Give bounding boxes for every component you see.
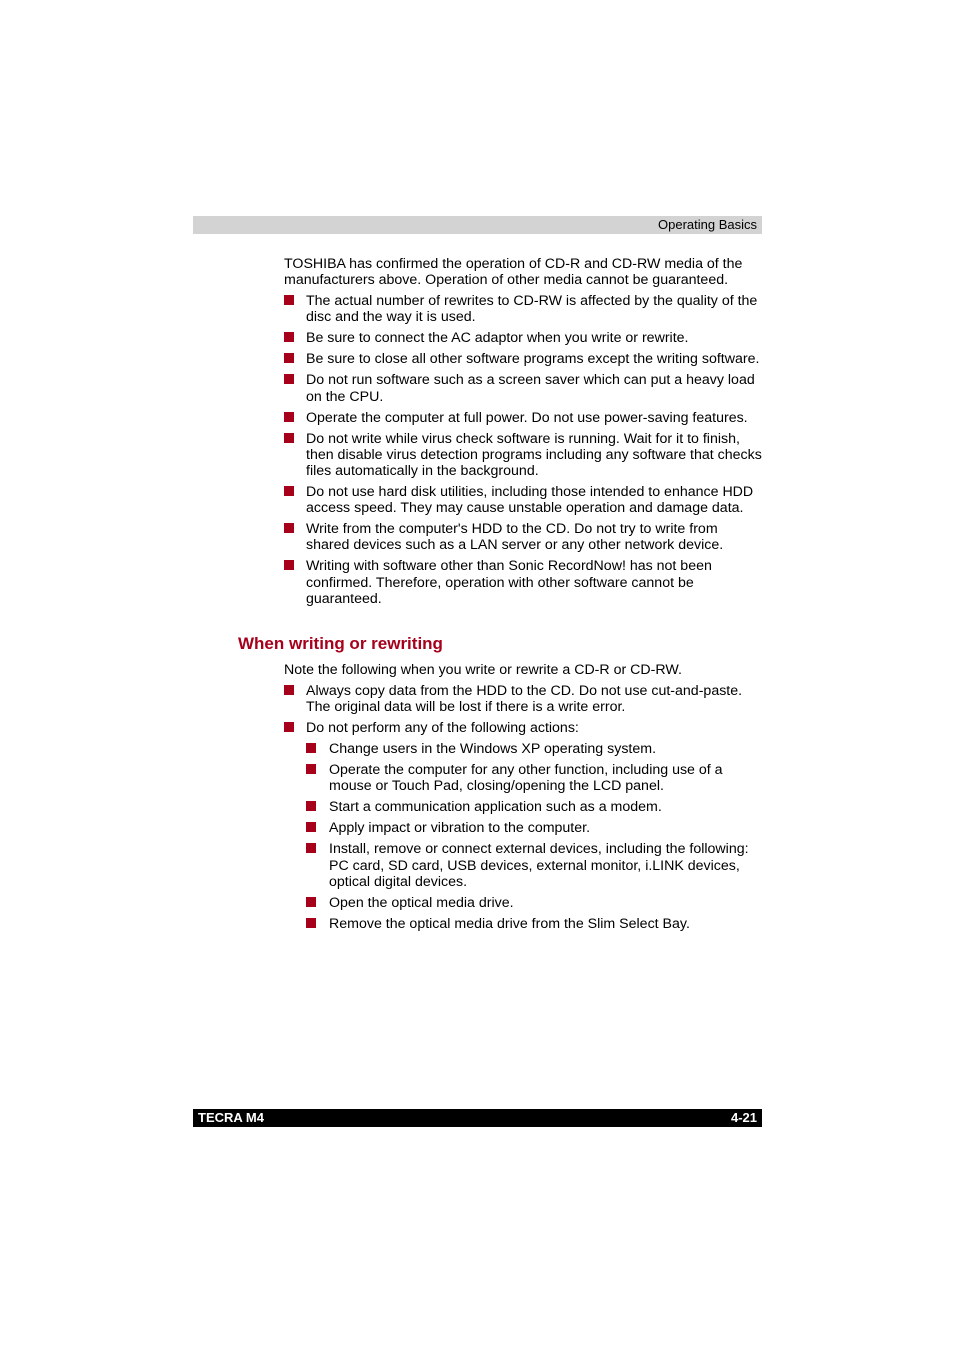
bullet-square-icon	[284, 722, 294, 732]
section-heading: When writing or rewriting	[238, 634, 443, 653]
bullet-square-icon	[284, 295, 294, 305]
list-item-text: Do not use hard disk utilities, including those intended to enhance HDD access speed. They may cause unstable operation and damage data.	[306, 484, 754, 517]
sub-list-item	[306, 841, 764, 890]
sub-list-item	[306, 895, 764, 911]
bullet-square-icon	[284, 685, 294, 695]
list-item-text: The actual number of rewrites to CD-RW is affected by the quality of the disc and the way it is used.	[306, 293, 758, 326]
list-item	[284, 720, 764, 932]
list-item	[284, 351, 764, 367]
list-item-text: Operate the computer at full power. Do not use power-saving features.	[306, 409, 748, 426]
list-item	[284, 484, 764, 516]
main-content	[284, 256, 764, 607]
bullet-square-icon	[284, 486, 294, 496]
list-item-text: Be sure to close all other software programs except the writing software.	[306, 351, 760, 368]
page-number: 4-21	[730, 1110, 757, 1125]
bullet-square-icon	[284, 332, 294, 342]
list-item-text: Do not perform any of the following actions:	[306, 720, 579, 737]
sub-list-item	[306, 916, 764, 932]
product-name: TECRA M4	[198, 1110, 264, 1125]
section-content	[284, 662, 764, 932]
bullet-square-icon	[284, 560, 294, 570]
list-item-text: Writing with software other than Sonic RecordNow! has not been confirmed. Therefore, operation with other software cannot be guaranteed.	[306, 558, 712, 607]
bullet-square-icon	[284, 433, 294, 443]
sub-list-item-text: Change users in the Windows XP operating system.	[329, 741, 657, 758]
sub-list-item	[306, 799, 764, 815]
sub-list-item-text: Remove the optical media drive from the Slim Select Bay.	[329, 915, 690, 932]
list-item	[284, 410, 764, 426]
section-list	[284, 683, 764, 932]
sub-list-item	[306, 820, 764, 836]
bullet-square-icon	[306, 764, 316, 774]
section-note: Note the following when you write or rewrite a CD-R or CD-RW.	[284, 662, 682, 678]
bullet-square-icon	[306, 822, 316, 832]
sub-list-item	[306, 741, 764, 757]
bullet-square-icon	[306, 897, 316, 907]
page-header-bar	[193, 216, 762, 234]
bullet-square-icon	[284, 374, 294, 384]
page-footer-bar	[193, 1109, 762, 1127]
list-item-text: Write from the computer's HDD to the CD. Do not try to write from shared devices such as a LAN server or any other network device.	[306, 521, 724, 554]
bullet-square-icon	[284, 523, 294, 533]
bullet-square-icon	[284, 353, 294, 363]
section-title: Operating Basics	[658, 217, 757, 232]
list-item-text: Do not run software such as a screen saver which can put a heavy load on the CPU.	[306, 372, 755, 405]
list-item	[284, 293, 764, 325]
list-item	[284, 683, 764, 715]
bullet-square-icon	[306, 743, 316, 753]
list-item	[284, 558, 764, 607]
list-item	[284, 521, 764, 553]
list-item-text: Do not write while virus check software is running. Wait for it to finish, then disable virus detection programs including any software that checks files automatically in the background.	[306, 430, 762, 480]
bullet-square-icon	[306, 918, 316, 928]
list-item-text: Be sure to connect the AC adaptor when you write or rewrite.	[306, 330, 689, 347]
list-item	[284, 431, 764, 480]
sub-list-item	[306, 762, 764, 794]
bullet-square-icon	[306, 801, 316, 811]
sub-list	[306, 741, 764, 932]
sub-list-item-text: Start a communication application such as a modem.	[329, 799, 662, 816]
bullet-square-icon	[306, 843, 316, 853]
intro-paragraph: TOSHIBA has confirmed the operation of CD-R and CD-RW media of the manufacturers above. Operation of other media cannot be guaranteed.	[284, 256, 743, 289]
list-item-text: Always copy data from the HDD to the CD. Do not use cut-and-paste. The original data will be lost if there is a write error.	[306, 683, 743, 716]
bullet-square-icon	[284, 412, 294, 422]
sub-list-item-text: Apply impact or vibration to the computer.	[329, 820, 591, 837]
sub-list-item-text: Open the optical media drive.	[329, 894, 514, 911]
list-item	[284, 372, 764, 404]
precautions-list	[284, 293, 764, 607]
sub-list-item-text: Operate the computer for any other function, including use of a mouse or Touch Pad, closing/opening the LCD panel.	[329, 762, 723, 795]
list-item	[284, 330, 764, 346]
sub-list-item-text: Install, remove or connect external devices, including the following: PC card, SD card, USB devices, external monitor, i.LINK devices, optical digital devices.	[329, 841, 749, 890]
